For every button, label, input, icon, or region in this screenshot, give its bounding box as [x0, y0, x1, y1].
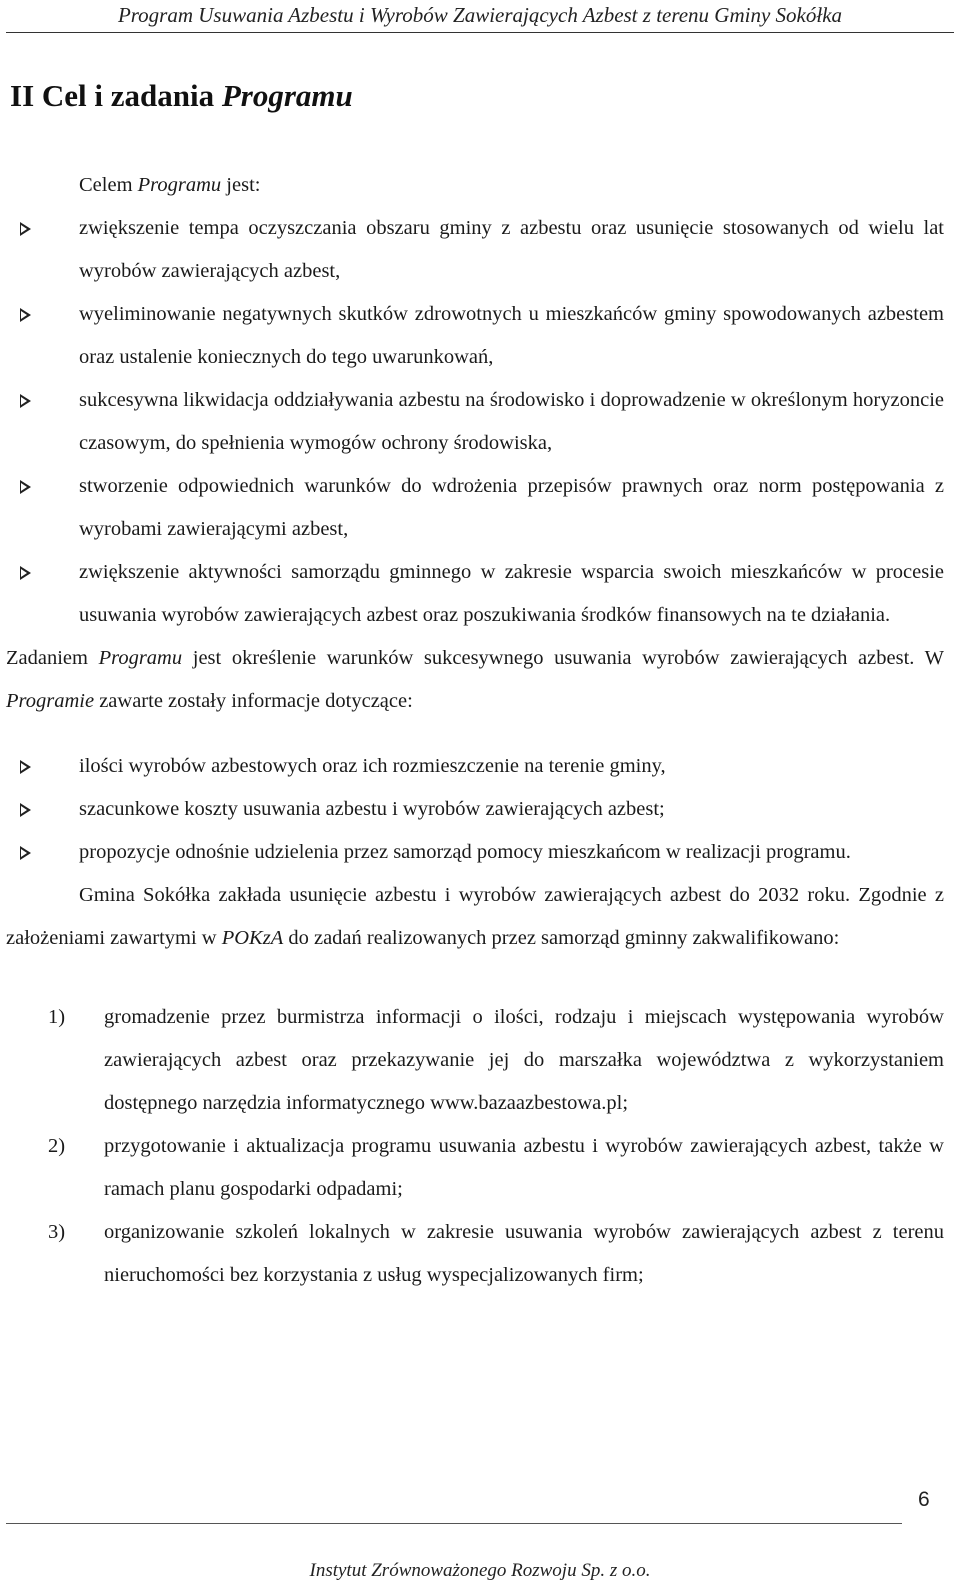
list-item: sukcesywna likwidacja oddziaływania azbestu na środowisko i doprowadzenie w określonym horyzoncie czasowym, do spełnienia wymogów ochrony środowiska, — [6, 379, 944, 465]
document-body — [6, 164, 944, 1297]
footer-divider — [6, 1523, 902, 1524]
list-item: stworzenie odpowiednich warunków do wdrożenia przepisów prawnych oraz norm postępowania z wyrobami zawierającymi azbest, — [6, 465, 944, 551]
list-item: szacunkowe koszty usuwania azbestu i wyrobów zawierających azbest; — [6, 788, 944, 831]
arrow-bullet-icon — [20, 846, 31, 860]
running-header: Program Usuwania Azbestu i Wyrobów Zawierających Azbest z terenu Gminy Sokółka — [6, 0, 954, 33]
task-paragraph: Zadaniem Programu jest określenie warunków sukcesywnego usuwania wyrobów zawierających azbest. W Programie zawarte zostały informacje dotyczące: — [6, 647, 944, 712]
intro-paragraph: Celem Programu jest: — [79, 174, 261, 196]
tasks-numbered-list — [6, 996, 944, 1297]
arrow-bullet-icon — [20, 308, 31, 322]
arrow-bullet-icon — [20, 803, 31, 817]
list-item: zwiększenie aktywności samorządu gminnego w zakresie wsparcia swoich mieszkańców w procesie usuwania wyrobów zawierających azbest oraz poszukiwania środków finansowych na te działania. — [6, 551, 944, 637]
running-footer: Instytut Zrównoważonego Rozwoju Sp. z o.o. — [309, 1560, 651, 1581]
arrow-bullet-icon — [20, 566, 31, 580]
list-item: wyeliminowanie negatywnych skutków zdrowotnych u mieszkańców gminy spowodowanych azbestem oraz ustalenie koniecznych do tego uwarunkowań, — [6, 293, 944, 379]
heading-italic: Programu — [221, 78, 353, 113]
list-item: ilości wyrobów azbestowych oraz ich rozmieszczenie na terenie gminy, — [6, 745, 944, 788]
list-item: propozycje odnośnie udzielenia przez samorząd pomocy mieszkańcom w realizacji programu. — [6, 831, 944, 874]
list-item: 3) organizowanie szkoleń lokalnych w zakresie usuwania wyrobów zawierających azbest z terenu nieruchomości bez korzystania z usług wyspecjalizowanych firm; — [48, 1221, 944, 1286]
list-item: 1) gromadzenie przez burmistrza informacji o ilości, rodzaju i miejscach występowania wyrobów zawierających azbest oraz przekazywanie jej do marszałka województwa z wykorzystaniem dostępnego narzędzia informatycznego www.bazaazbestowa.pl; — [48, 1006, 944, 1114]
goals-list — [6, 207, 944, 637]
page-number: 6 — [918, 1488, 930, 1511]
list-item: 2) przygotowanie i aktualizacja programu usuwania azbestu i wyrobów zawierających azbest, także w ramach planu gospodarki odpadami; — [48, 1135, 944, 1200]
arrow-bullet-icon — [20, 480, 31, 494]
heading-text: II Cel i zadania — [10, 78, 222, 113]
section-heading — [10, 74, 353, 118]
info-list — [6, 745, 944, 874]
arrow-bullet-icon — [20, 394, 31, 408]
arrow-bullet-icon — [20, 760, 31, 774]
arrow-bullet-icon — [20, 222, 31, 236]
list-item: zwiększenie tempa oczyszczania obszaru gminy z azbestu oraz usunięcie stosowanych od wielu lat wyrobów zawierających azbest, — [6, 207, 944, 293]
gmina-paragraph: Gmina Sokółka zakłada usunięcie azbestu i wyrobów zawierających azbest do 2032 roku. Zgodnie z założeniami zawartymi w POKzA do zadań realizowanych przez samorząd gminny zakwalifikowano: — [6, 884, 944, 949]
